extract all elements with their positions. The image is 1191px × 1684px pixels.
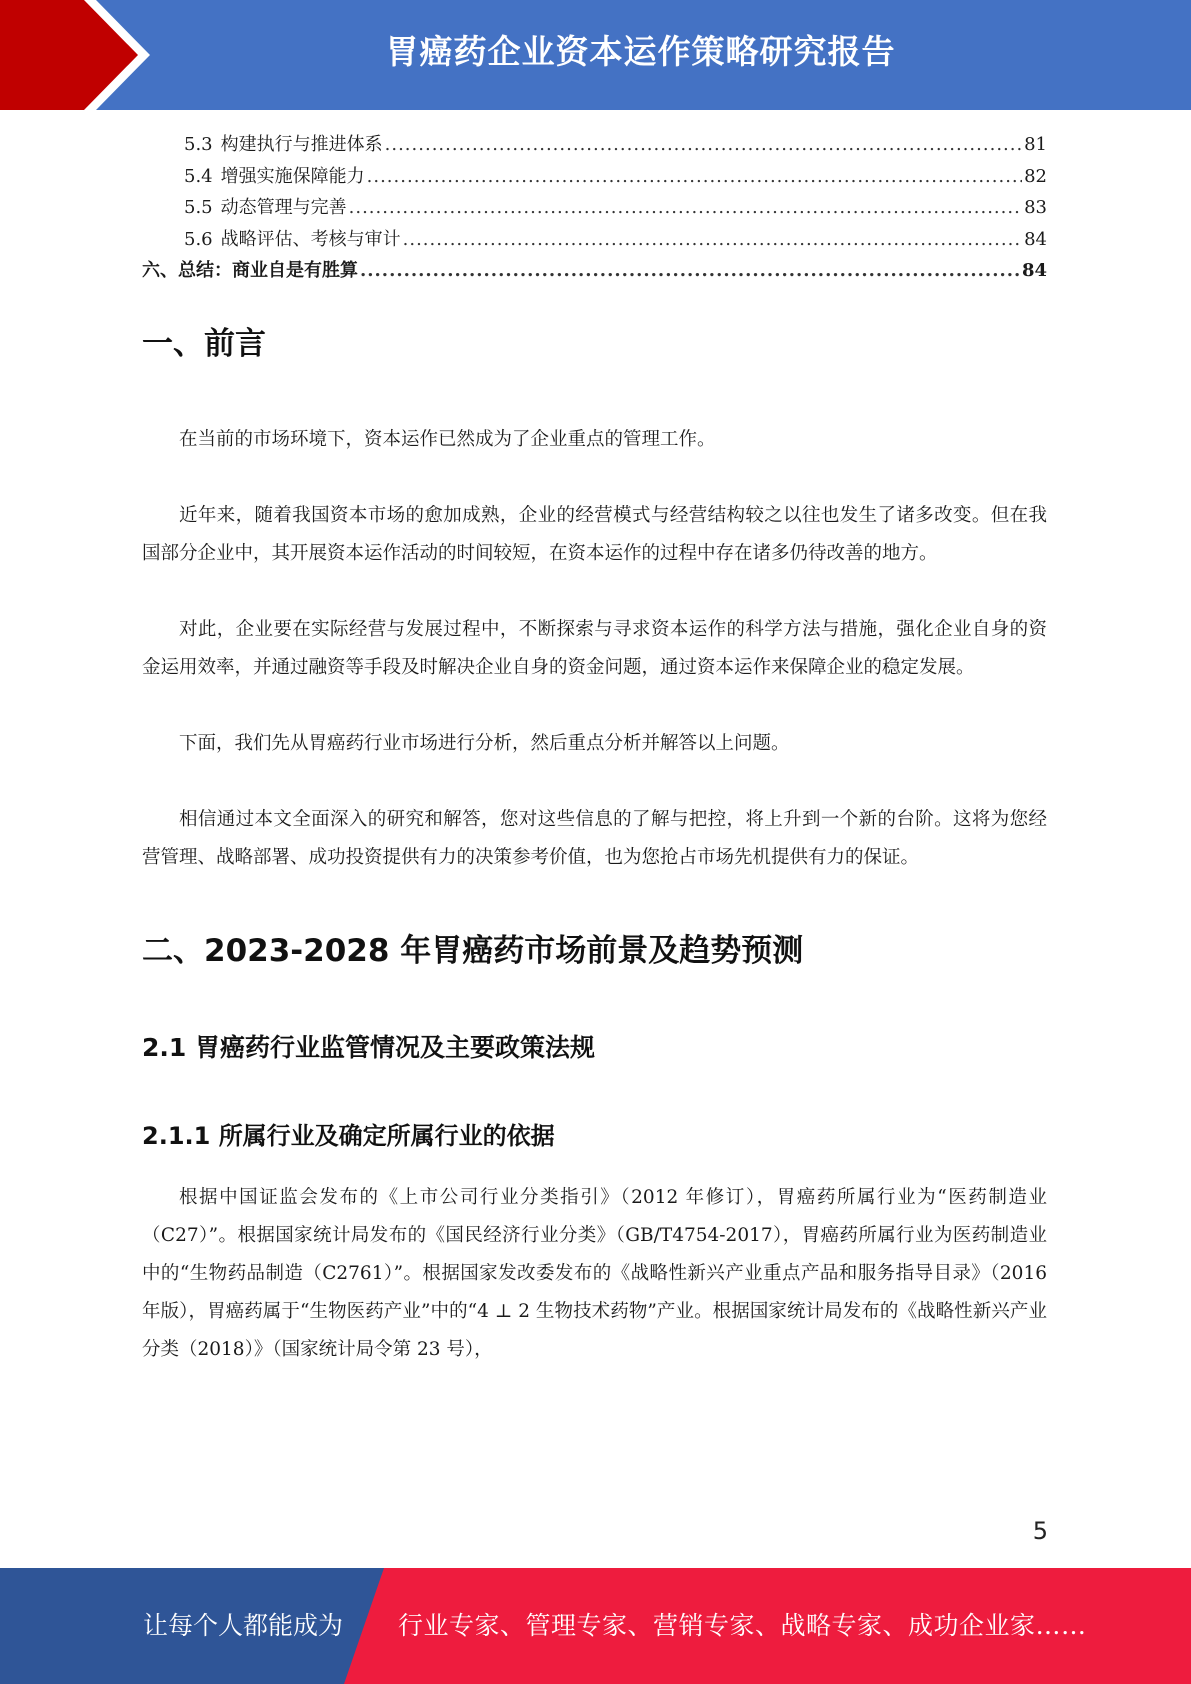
- paragraph: 相信通过本文全面深入的研究和解答，您对这些信息的了解与把控，将上升到一个新的台阶。这将为您经营管理、战略部署、成功投资提供有力的决策参考价值，也为您抢占市场先机提供有力的保证。: [142, 809, 1047, 868]
- toc-number: 5.6: [184, 228, 213, 250]
- paragraph: 根据中国证监会发布的《上市公司行业分类指引》（2012 年修订），胃癌药所属行业为“医药制造业（C27）”。根据国家统计局发布的《国民经济行业分类》（GB/T4754-2017），胃癌药所属行业为医药制造业中的“生物药品制造（C2761）”。根据国家发改委发布的《战略性新兴产业重点产品和服务指导目录》（2016 年版），胃癌药属于“生物医药产业”中的“4 ⊥ 2 生物技术药物”产业。根据国家统计局发布的《战略性新兴产业分类（2018）》（国家统计局令第 23 号），: [142, 1187, 1047, 1360]
- toc-row[interactable]: [142, 130, 1047, 162]
- section-heading: 一、前言: [142, 326, 266, 362]
- toc-label: 动态管理与完善: [220, 197, 347, 218]
- toc-leader-dots: [349, 197, 1022, 218]
- toc-leader-dots: [403, 229, 1022, 250]
- toc-page-number: 81: [1024, 134, 1047, 155]
- toc-label: 战略评估、考核与审计: [220, 228, 401, 250]
- toc-row[interactable]: [142, 162, 1047, 194]
- footer-slogan-right: 行业专家、管理专家、营销专家、战略专家、成功企业家……: [398, 1611, 1087, 1640]
- toc-leader-dots: [367, 166, 1022, 187]
- footer-slogan-left: 让每个人都能成为: [143, 1611, 344, 1640]
- report-title: 胃癌药企业资本运作策略研究报告: [385, 32, 896, 71]
- footer-banner: [0, 1568, 1191, 1684]
- paragraph: 在当前的市场环境下，资本运作已然成为了企业重点的管理工作。: [179, 429, 716, 450]
- toc-leader-dots: [385, 134, 1022, 155]
- toc-page-number: 83: [1024, 197, 1047, 218]
- table-of-contents: [142, 130, 1047, 288]
- paragraph: 下面，我们先从胃癌药行业市场进行分析，然后重点分析并解答以上问题。: [179, 733, 790, 754]
- toc-label: 构建执行与推进体系: [220, 134, 383, 155]
- section-heading: 二、2023-2028 年胃癌药市场前景及趋势预测: [142, 933, 804, 969]
- toc-row[interactable]: [142, 193, 1047, 225]
- page-number: 5: [1032, 1517, 1048, 1545]
- subsection-heading: 2.1 胃癌药行业监管情况及主要政策法规: [142, 1033, 595, 1062]
- paragraph: 近年来，随着我国资本市场的愈加成熟，企业的经营模式与经营结构较之以往也发生了诸多改变。但在我国部分企业中，其开展资本运作活动的时间较短，在资本运作的过程中存在诸多仍待改善的地方。: [142, 505, 1047, 564]
- header-banner: [0, 0, 1191, 110]
- document-body: [142, 318, 1047, 1369]
- toc-page-number: 84: [1021, 260, 1047, 281]
- toc-page-number: 84: [1024, 228, 1047, 250]
- paragraph: 对此，企业要在实际经营与发展过程中，不断探索与寻求资本运作的科学方法与措施，强化企业自身的资金运用效率，并通过融资等手段及时解决企业自身的资金问题，通过资本运作来保障企业的稳定发展。: [142, 619, 1047, 678]
- toc-row[interactable]: [142, 225, 1047, 257]
- toc-number: 5.4: [184, 165, 213, 187]
- toc-number: 5.5: [184, 197, 213, 218]
- toc-row[interactable]: [142, 256, 1047, 288]
- toc-label: 六、总结：商业自是有胜算: [142, 260, 358, 281]
- subsubsection-heading: 2.1.1 所属行业及确定所属行业的依据: [142, 1122, 555, 1150]
- toc-leader-dots: [360, 260, 1020, 281]
- toc-page-number: 82: [1024, 165, 1047, 187]
- toc-label: 增强实施保障能力: [220, 165, 365, 187]
- toc-number: 5.3: [184, 134, 213, 155]
